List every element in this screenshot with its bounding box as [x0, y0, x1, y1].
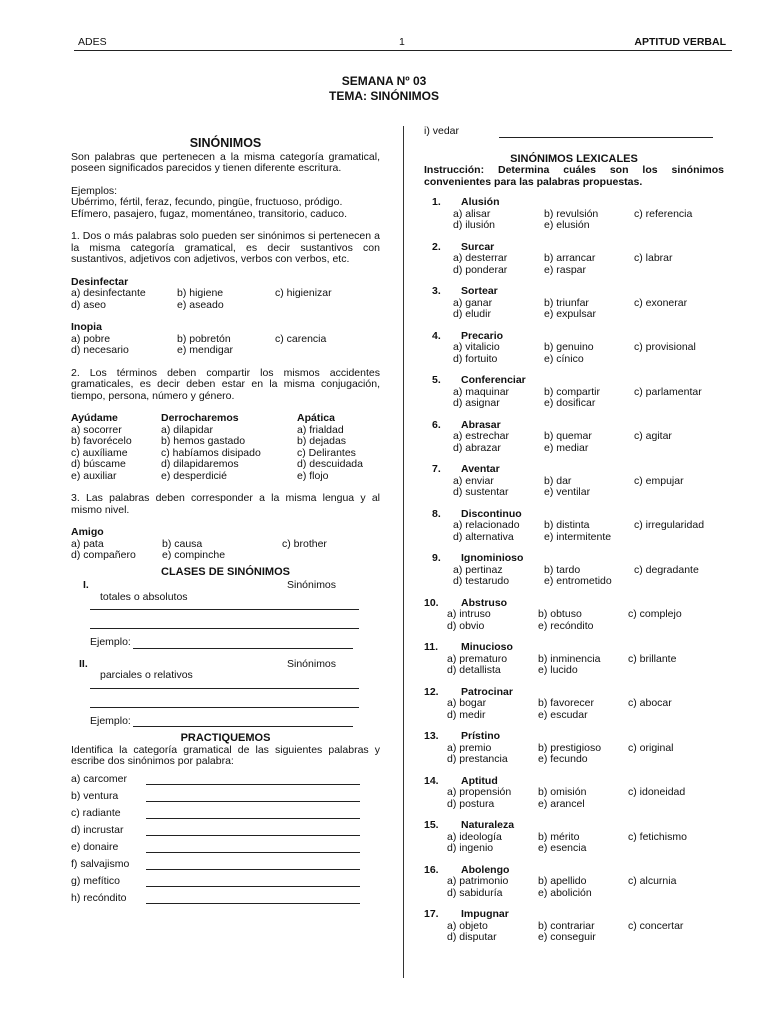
item-number: 4.: [432, 329, 441, 342]
options-row: [424, 342, 724, 354]
clase-1-row: [71, 580, 380, 592]
clase-2-example: [71, 716, 380, 728]
options-row: [71, 288, 380, 300]
option[interactable]: d) ilusión: [453, 219, 496, 231]
table-cell: e) auxiliar: [71, 469, 117, 482]
item-word: Abstruso: [461, 596, 508, 609]
option[interactable]: b) triunfar: [544, 296, 589, 309]
options-row: [424, 876, 724, 888]
option[interactable]: d) detallista: [447, 664, 501, 676]
table-row: [71, 436, 380, 448]
practice-answer-line[interactable]: [146, 843, 360, 853]
practice-answer-line[interactable]: [146, 775, 360, 785]
option[interactable]: b) compartir: [544, 385, 601, 398]
option[interactable]: e) escudar: [538, 708, 588, 721]
item-number: 14.: [424, 774, 439, 787]
option[interactable]: b) tardo: [544, 563, 581, 576]
table-header-cell: Ayúdame: [71, 412, 118, 424]
synonym-item: [424, 197, 724, 232]
rule-3: 3. Las palabras deben corresponder a la misma lengua y al mismo nivel.: [71, 492, 380, 516]
practice-item: [71, 842, 380, 854]
option[interactable]: e) expulsar: [544, 308, 596, 320]
option[interactable]: e) mediar: [544, 441, 589, 454]
practice-word: c) radiante: [71, 806, 121, 819]
option[interactable]: e) dosificar: [544, 397, 596, 409]
options-row: [424, 253, 724, 265]
synonym-item: [424, 598, 724, 633]
item-word: Surcar: [461, 240, 495, 253]
option[interactable]: e) esencia: [538, 842, 587, 854]
options-row: [424, 888, 724, 900]
option[interactable]: c) original: [628, 741, 674, 754]
synonym-item: [424, 731, 724, 766]
option[interactable]: e) abolición: [538, 886, 592, 899]
option: a) desinfectante: [71, 287, 146, 299]
option[interactable]: e) elusión: [544, 219, 590, 231]
option[interactable]: c) referencia: [634, 207, 693, 220]
option[interactable]: a) estrechar: [453, 430, 510, 442]
item-head: [424, 375, 724, 387]
table-cell: b) hemos gastado: [161, 435, 246, 447]
header-left: ADES: [78, 36, 107, 48]
option[interactable]: d) sustentar: [453, 486, 509, 498]
table-cell: a) dilapidar: [161, 423, 213, 436]
vedar-row: [424, 126, 724, 138]
option: b) causa: [162, 537, 203, 550]
practice-answer-line[interactable]: [146, 860, 360, 870]
section-heading-sinonimos: SINÓNIMOS: [189, 136, 262, 150]
options-row: [424, 754, 724, 766]
option[interactable]: b) inminencia: [538, 652, 601, 665]
synonym-item: [424, 687, 724, 722]
synonym-item: [424, 420, 724, 455]
option: e) aseado: [177, 298, 224, 311]
options-row: [424, 520, 724, 532]
item-word: Conferenciar: [461, 374, 526, 386]
synonym-item: [424, 331, 724, 366]
option: c) brother: [282, 537, 327, 550]
synonym-item: [424, 553, 724, 588]
option[interactable]: d) ingenio: [447, 842, 494, 854]
item-word: Abolengo: [461, 863, 510, 876]
option[interactable]: c) agitar: [634, 430, 672, 442]
example-word-desinfectar: Desinfectar: [71, 275, 129, 288]
option[interactable]: d) postura: [447, 797, 495, 810]
option[interactable]: a) propensión: [447, 786, 512, 798]
item-number: 11.: [424, 641, 439, 653]
option: d) compañero: [71, 549, 136, 561]
options-row: [71, 300, 380, 312]
options-row: [71, 550, 380, 562]
options-row: [424, 487, 724, 499]
options-row: [424, 220, 724, 232]
option[interactable]: e) lucido: [538, 664, 578, 676]
item-word: Aventar: [461, 463, 500, 475]
example-input-line[interactable]: [133, 717, 353, 727]
option[interactable]: e) recóndito: [538, 619, 594, 632]
table-header: [71, 413, 380, 425]
options-row: [424, 799, 724, 811]
option[interactable]: c) fetichismo: [628, 830, 687, 843]
option: a) pobre: [71, 332, 111, 345]
option[interactable]: d) asignar: [453, 397, 500, 409]
item-word: Impugnar: [461, 908, 509, 920]
option[interactable]: a) ideología: [447, 830, 502, 843]
options-row: [424, 710, 724, 722]
option[interactable]: a) bogar: [447, 697, 487, 709]
options-row: [424, 665, 724, 677]
option[interactable]: b) quemar: [544, 430, 592, 442]
option[interactable]: a) intruso: [447, 608, 491, 620]
option[interactable]: b) dar: [544, 474, 572, 487]
option[interactable]: c) labrar: [634, 252, 673, 264]
option: b) pobretón: [177, 332, 231, 345]
synonym-item: [424, 242, 724, 277]
option[interactable]: c) idoneidad: [628, 786, 686, 798]
answer-line[interactable]: [90, 603, 359, 610]
option[interactable]: a) ganar: [453, 296, 493, 309]
table-cell: a) socorrer: [71, 423, 122, 436]
clase-1-desc: totales o absolutos: [100, 590, 188, 603]
item-number: 7.: [432, 463, 441, 475]
options-row: [424, 698, 724, 710]
option[interactable]: e) arancel: [538, 797, 585, 810]
synonym-item: [424, 375, 724, 410]
item-number: 10.: [424, 596, 439, 609]
option: e) mendigar: [177, 344, 234, 356]
options-row: [424, 398, 724, 410]
option[interactable]: a) patrimonio: [447, 875, 509, 887]
lexicales-heading: SINÓNIMOS LEXICALES: [510, 152, 638, 165]
page-header: [74, 37, 732, 51]
practice-word: i) vedar: [424, 125, 460, 137]
option[interactable]: c) concertar: [628, 919, 684, 932]
clase-1-example: [71, 637, 380, 649]
item-number: 13.: [424, 730, 439, 742]
practice-word: b) ventura: [71, 789, 119, 802]
practice-item: [71, 825, 380, 837]
answer-line[interactable]: [90, 689, 359, 708]
option[interactable]: b) favorecer: [538, 697, 595, 709]
practica-intro: Identifica la categoría gramatical de las siguientes palabras y escribe dos sinónimos por palabra:: [71, 743, 380, 767]
option[interactable]: d) abrazar: [453, 441, 501, 454]
option[interactable]: a) desterrar: [453, 252, 508, 264]
practice-item: [71, 893, 380, 905]
item-number: 9.: [432, 552, 441, 564]
option[interactable]: d) medir: [447, 708, 486, 721]
option: d) aseo: [71, 298, 107, 311]
options-row: [424, 576, 724, 588]
option[interactable]: b) genuino: [544, 341, 594, 353]
item-number: 15.: [424, 819, 439, 831]
item-head: [424, 642, 724, 654]
option[interactable]: c) abocar: [628, 697, 672, 709]
option[interactable]: c) brillante: [628, 652, 677, 665]
option: c) carencia: [275, 332, 327, 345]
table-cell: d) descuidada: [297, 458, 363, 470]
option[interactable]: a) premio: [447, 741, 492, 754]
rule-1: 1. Dos o más palabras solo pueden ser sinónimos si pertenecen a la misma categoría gramatical, es decir sustantivos con sustantivos, adjetivos con adjetivos, verbos con verbos, etc.: [71, 230, 380, 265]
synonym-item: [424, 642, 724, 677]
synonym-item: [424, 909, 724, 944]
synonym-item: [424, 865, 724, 900]
option[interactable]: e) entrometido: [544, 575, 612, 587]
clase-2-number: II.: [79, 657, 88, 670]
option[interactable]: a) maquinar: [453, 385, 510, 398]
option: b) higiene: [177, 287, 224, 299]
table-cell: b) favorécelo: [71, 435, 132, 447]
item-head: [424, 553, 724, 565]
practice-answer-line[interactable]: [146, 809, 360, 819]
options-row: [424, 787, 724, 799]
page-number: 1: [399, 36, 405, 48]
examples-line-2: Efímero, pasajero, fugaz, momentáneo, transitorio, caduco.: [71, 207, 348, 220]
item-head: [424, 731, 724, 743]
item-word: Minucioso: [461, 641, 513, 653]
practice-item: [71, 876, 380, 888]
item-head: [424, 464, 724, 476]
options-row: [424, 609, 724, 621]
practice-word: h) recóndito: [71, 891, 127, 904]
item-word: Naturaleza: [461, 819, 515, 831]
item-head: [424, 820, 724, 832]
options-row: [424, 431, 724, 443]
synonym-item: [424, 776, 724, 811]
clase-1-number: I.: [83, 579, 89, 591]
rule-2: 2. Los términos deben compartir los mismos accidentes gramaticales, es decir deben estar en la misma conjugación, tiempo, persona, número y género.: [71, 366, 380, 402]
practice-answer-line[interactable]: [146, 894, 360, 904]
clase-1-word: Sinónimos: [287, 579, 337, 591]
week-title: SEMANA Nº 03: [341, 74, 427, 88]
topic-title: TEMA: SINÓNIMOS: [329, 89, 439, 103]
item-number: 2.: [432, 240, 441, 253]
examples-line-1: Ubérrimo, fértil, feraz, fecundo, pingüe, fructuoso, pródigo.: [71, 196, 343, 208]
option[interactable]: b) contrariar: [538, 919, 595, 932]
practice-item: [71, 859, 380, 871]
option[interactable]: d) fortuito: [453, 352, 498, 365]
option[interactable]: d) disputar: [447, 931, 497, 943]
item-number: 17.: [424, 908, 439, 920]
table-cell: b) dejadas: [297, 435, 347, 447]
option[interactable]: e) raspar: [544, 263, 587, 276]
intro-paragraph: Son palabras que pertenecen a la misma categoría gramatical, poseen significados parecidos y tienen diferente escritura.: [71, 150, 380, 174]
item-head: [424, 909, 724, 921]
option[interactable]: b) revulsión: [544, 207, 599, 220]
option[interactable]: d) ponderar: [453, 263, 508, 276]
practica-heading: PRACTIQUEMOS: [180, 732, 271, 744]
synonym-item: [424, 286, 724, 321]
table-cell: c) habíamos disipado: [161, 446, 261, 459]
option[interactable]: d) alternativa: [453, 530, 514, 543]
practice-word: e) donaire: [71, 840, 119, 853]
options-row: [71, 345, 380, 357]
option: c) higienizar: [275, 287, 332, 299]
option[interactable]: c) parlamentar: [634, 385, 702, 398]
item-word: Abrasar: [461, 418, 501, 431]
answer-line[interactable]: [90, 682, 359, 689]
item-word: Patrocinar: [461, 685, 513, 698]
example-input-line[interactable]: [133, 639, 353, 649]
practice-answer-line[interactable]: [499, 128, 713, 138]
option[interactable]: c) degradante: [634, 563, 699, 576]
table-cell: a) frialdad: [297, 423, 344, 436]
clase-2-word: Sinónimos: [287, 657, 337, 670]
instruction: Instrucción: Determina cuáles son los sinónimos convenientes para las palabras propuestas.: [424, 164, 724, 188]
option[interactable]: d) sabiduría: [447, 886, 503, 899]
column-divider: [403, 126, 404, 978]
option: d) necesario: [71, 344, 129, 356]
clases-heading: CLASES DE SINÓNIMOS: [161, 565, 290, 578]
option: a) pata: [71, 537, 104, 550]
item-word: Discontinuo: [461, 507, 522, 520]
option[interactable]: c) provisional: [634, 341, 696, 353]
option[interactable]: b) prestigioso: [538, 741, 602, 754]
item-number: 6.: [432, 418, 441, 431]
option[interactable]: c) alcurnia: [628, 875, 677, 887]
accidents-table: [71, 413, 380, 482]
option[interactable]: e) ventilar: [544, 486, 591, 498]
option[interactable]: b) apellido: [538, 875, 587, 887]
option[interactable]: b) arrancar: [544, 252, 596, 264]
option[interactable]: e) fecundo: [538, 753, 588, 765]
table-cell: e) desperdicié: [161, 469, 227, 482]
option[interactable]: b) mérito: [538, 830, 580, 843]
option[interactable]: d) prestancia: [447, 753, 508, 765]
practice-item: [71, 808, 380, 820]
item-word: Precario: [461, 329, 504, 342]
item-word: Ignominioso: [461, 552, 524, 564]
option[interactable]: a) alisar: [453, 207, 491, 220]
clase-2-desc: parciales o relativos: [100, 669, 193, 681]
options-row: [424, 932, 724, 944]
option[interactable]: b) obtuso: [538, 608, 582, 620]
table-cell: c) auxíliame: [71, 446, 128, 459]
table-cell: d) búscame: [71, 458, 126, 470]
option[interactable]: e) intermitente: [544, 530, 612, 543]
item-number: 12.: [424, 685, 439, 698]
practice-word: g) mefítico: [71, 874, 121, 887]
option[interactable]: a) vitalicio: [453, 341, 500, 353]
option[interactable]: a) objeto: [447, 919, 488, 932]
option[interactable]: a) prematuro: [447, 652, 508, 665]
options-row: [424, 532, 724, 544]
item-number: 5.: [432, 374, 441, 386]
example-word-inopia: Inopia: [71, 321, 102, 333]
option[interactable]: b) distinta: [544, 519, 590, 531]
synonym-item: [424, 509, 724, 544]
table-cell: c) Delirantes: [297, 446, 356, 459]
answer-line[interactable]: [90, 610, 359, 629]
item-word: Prístino: [461, 730, 501, 742]
right-column: [424, 126, 724, 954]
synonym-item: [424, 464, 724, 499]
options-row: [424, 443, 724, 455]
options-row: [424, 621, 724, 633]
item-number: 16.: [424, 863, 439, 876]
option[interactable]: e) cínico: [544, 352, 584, 365]
item-word: Alusión: [461, 196, 500, 208]
practice-word: d) incrustar: [71, 823, 124, 836]
left-column: [71, 138, 380, 910]
table-cell: e) flojo: [297, 469, 329, 482]
option: e) compinche: [162, 549, 226, 561]
practice-word: f) salvajismo: [71, 857, 130, 870]
practice-word: a) carcomer: [71, 772, 128, 785]
options-row: [424, 843, 724, 855]
item-number: 1.: [432, 196, 441, 208]
example-label: Ejemplo:: [90, 636, 131, 648]
item-head: [424, 197, 724, 209]
practice-answer-line[interactable]: [146, 877, 360, 887]
practice-answer-line[interactable]: [146, 826, 360, 836]
option[interactable]: c) empujar: [634, 474, 684, 487]
table-header-cell: Derrocharemos: [161, 412, 239, 424]
practice-item: [71, 774, 380, 786]
examples-label: Ejemplos:: [71, 184, 118, 197]
table-row: [71, 459, 380, 471]
item-number: 8.: [432, 507, 441, 520]
option[interactable]: d) obvio: [447, 619, 485, 632]
example-label: Ejemplo:: [90, 714, 131, 727]
practice-item: [71, 791, 380, 803]
item-word: Sortear: [461, 285, 498, 297]
table-header-cell: Apática: [297, 412, 335, 424]
option[interactable]: a) relacionado: [453, 519, 520, 531]
synonym-item: [424, 820, 724, 855]
options-row: [424, 309, 724, 321]
practice-answer-line[interactable]: [146, 792, 360, 802]
item-head: [424, 286, 724, 298]
example-word-amigo: Amigo: [71, 526, 104, 538]
option[interactable]: e) conseguir: [538, 931, 596, 943]
option[interactable]: c) irregularidad: [634, 519, 705, 531]
option[interactable]: d) testarudo: [453, 575, 510, 587]
option[interactable]: c) complejo: [628, 608, 682, 620]
header-right: APTITUD VERBAL: [634, 36, 726, 48]
table-cell: d) dilapidaremos: [161, 458, 239, 470]
option[interactable]: a) pertinaz: [453, 563, 503, 576]
item-number: 3.: [432, 285, 441, 297]
option[interactable]: a) enviar: [453, 474, 494, 487]
options-row: [424, 354, 724, 366]
option[interactable]: d) eludir: [453, 308, 491, 320]
options-row: [424, 265, 724, 277]
option[interactable]: b) omisión: [538, 786, 587, 798]
item-word: Aptitud: [461, 774, 498, 787]
option[interactable]: c) exonerar: [634, 296, 688, 309]
table-row: [71, 471, 380, 483]
